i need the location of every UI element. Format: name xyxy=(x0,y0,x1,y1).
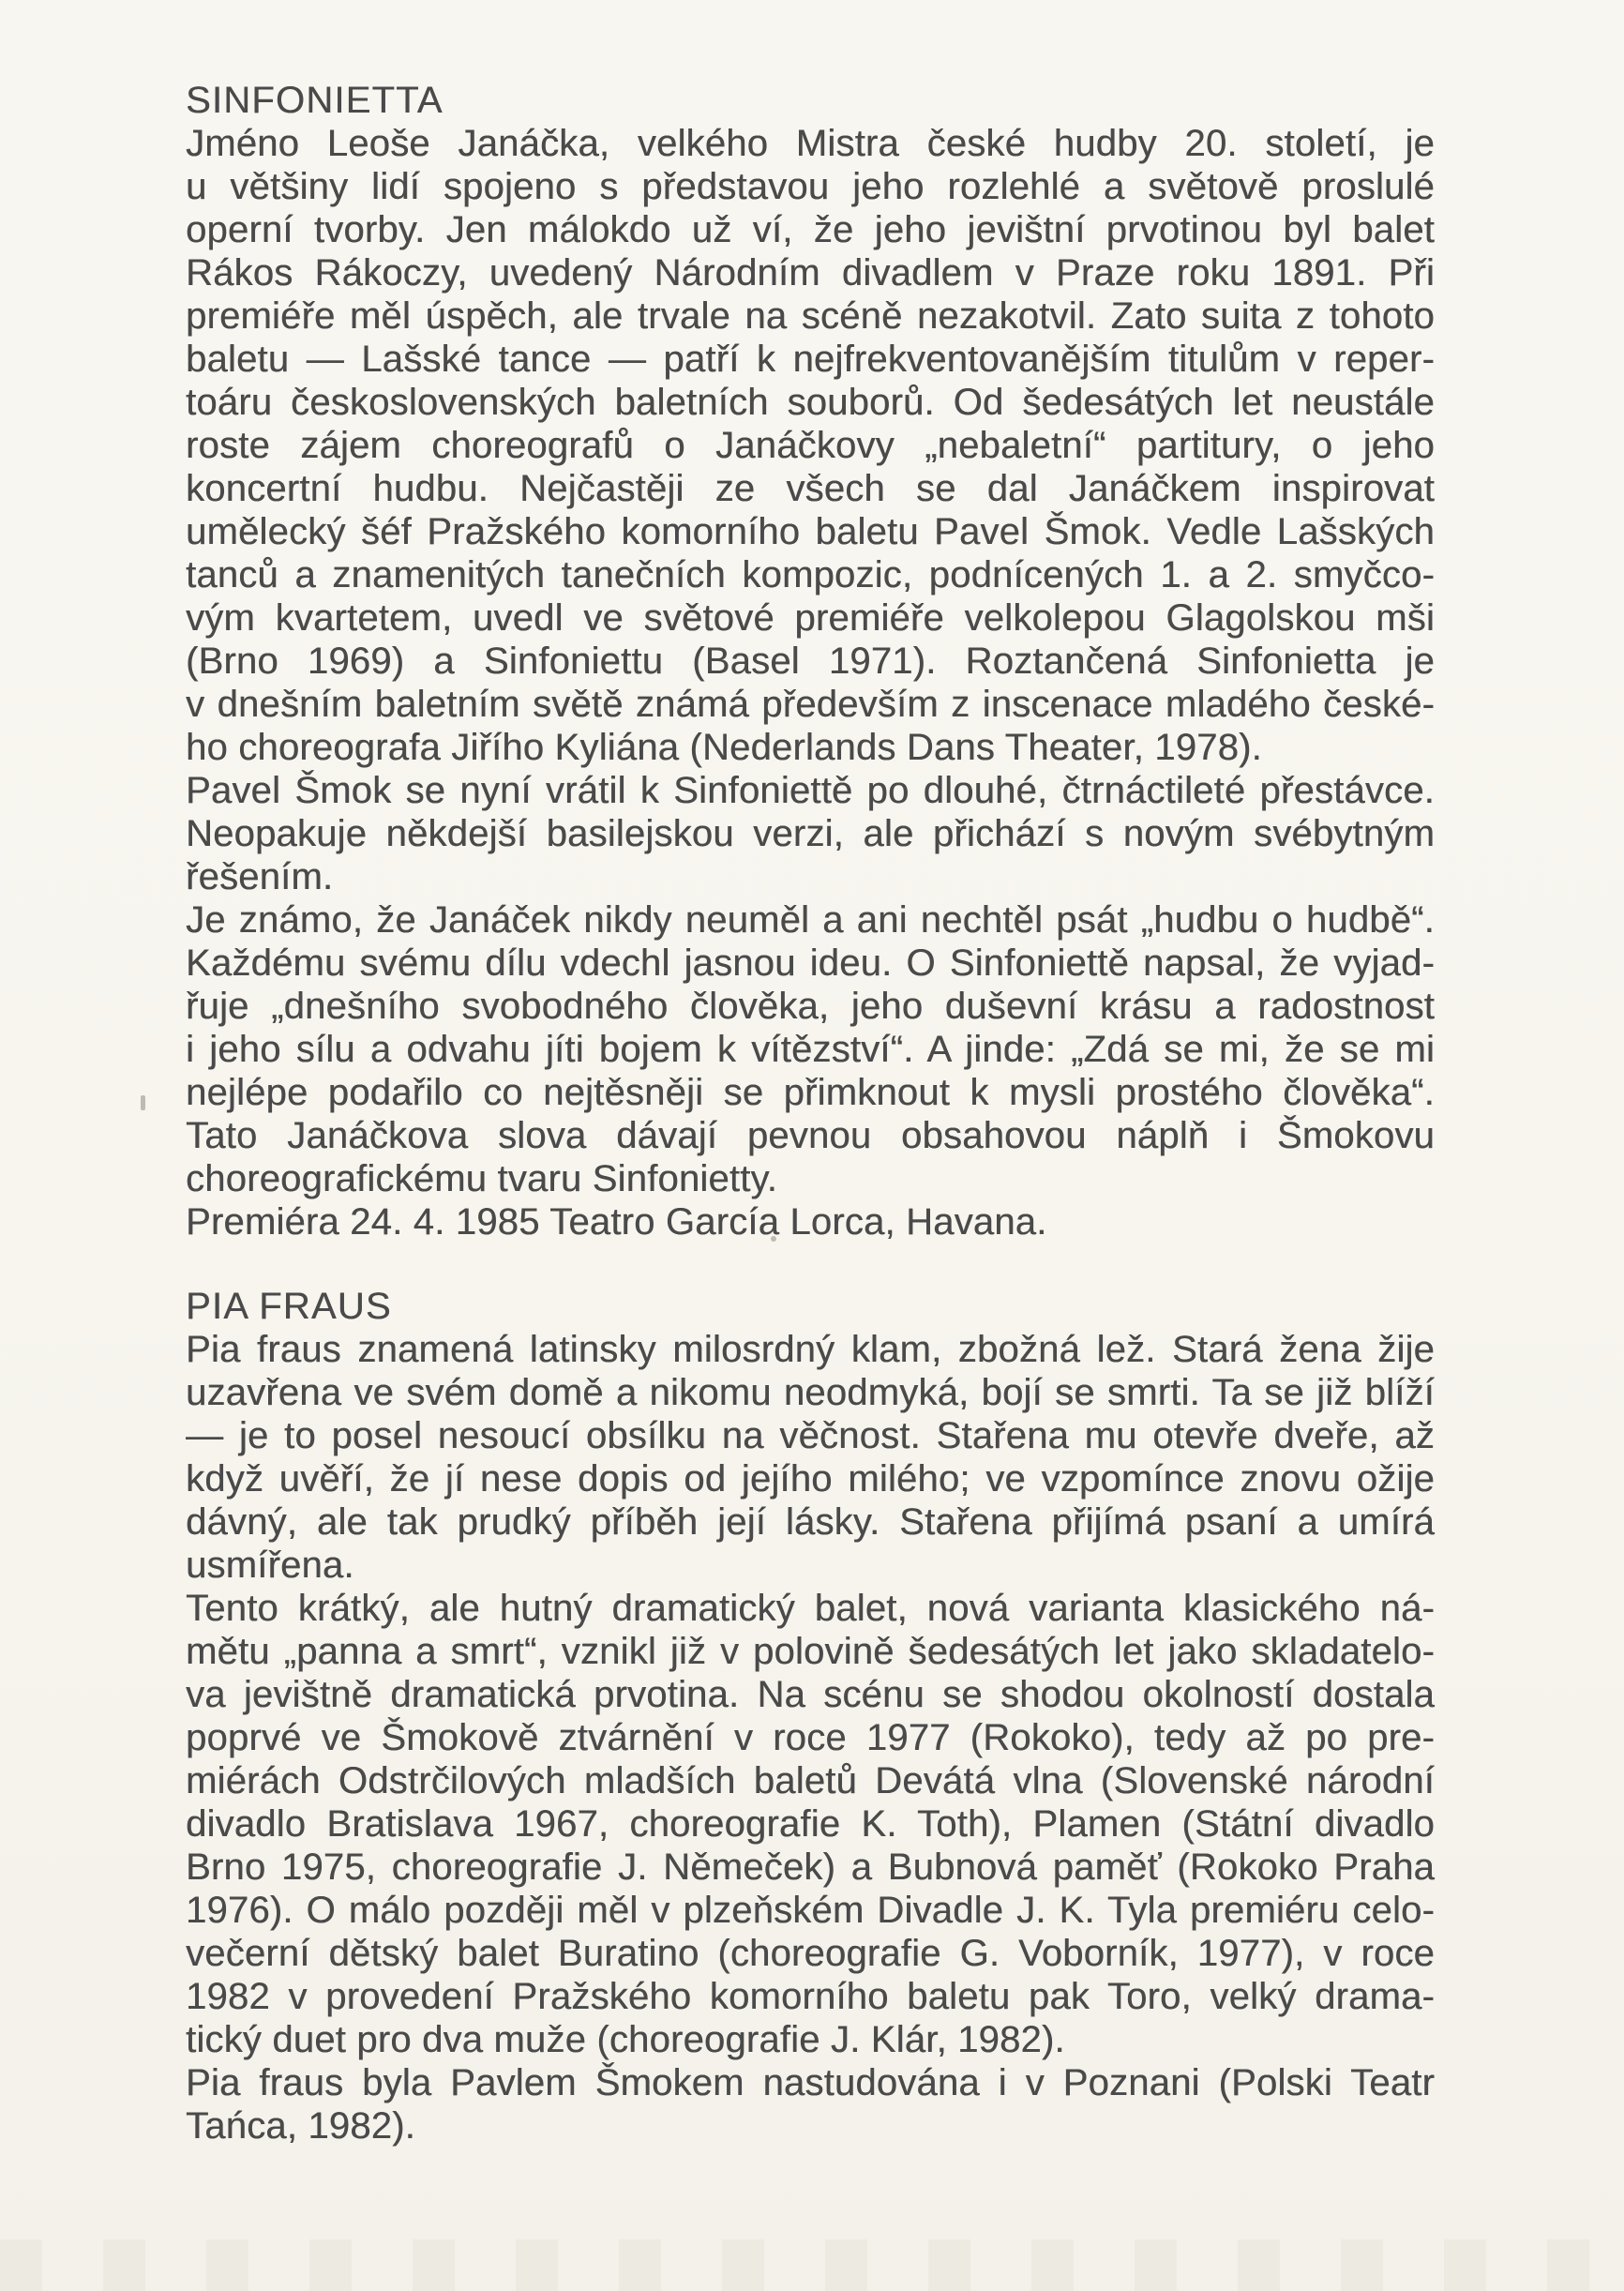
text-line: v dnešním baletním světě známá především z inscenace mladého české- xyxy=(186,684,1435,725)
text-line: řešením. xyxy=(186,856,334,897)
text-line: Jméno Leoše Janáčka, velkého Mistra české hudby 20. století, je xyxy=(186,123,1435,164)
text-line: toáru československých baletních souborů. Od šedesátých let neustále xyxy=(186,382,1435,423)
text-line: dávný, ale tak prudký příběh její lásky. Stařena přijímá psaní a umírá xyxy=(186,1501,1435,1543)
paragraph xyxy=(186,1200,1435,1243)
paragraph xyxy=(186,1328,1435,1587)
text-line: Neopakuje někdejší basilejskou verzi, ale přichází s novým svébytným xyxy=(186,813,1435,854)
text-line: premiéře měl úspěch, ale trvale na scéně nezakotvil. Zato suita z tohoto xyxy=(186,295,1435,337)
text-line: choreografickému tvaru Sinfonietty. xyxy=(186,1158,778,1199)
text-line: řuje „dnešního svobodného člověka, jeho duševní krásu a radostnost xyxy=(186,986,1435,1027)
text-line: mětu „panna a smrt“, vznikl již v polovině šedesátých let jako skladatelo- xyxy=(186,1631,1435,1672)
text-line: i jeho sílu a odvahu jíti bojem k vítězství“. A jinde: „Zdá se mi, že se mi xyxy=(186,1029,1435,1070)
text-line: — je to posel nesoucí obsílku na věčnost. Stařena mu otevře dveře, až xyxy=(186,1415,1435,1456)
text-line: baletu — Lašské tance — patří k nejfrekventovanějším titulům v reper- xyxy=(186,339,1435,380)
text-line: nejlépe podařilo co nejtěsněji se přimknout k mysli prostého člověka“. xyxy=(186,1072,1435,1113)
text-line: Tato Janáčkova slova dávají pevnou obsahovou náplň i Šmokovu xyxy=(186,1115,1435,1156)
text-line: večerní dětský balet Buratino (choreografie G. Voborník, 1977), v roce xyxy=(186,1933,1435,1974)
text-line: umělecký šéf Pražského komorního baletu Pavel Šmok. Vedle Lašských xyxy=(186,511,1435,552)
section-title-sinfonietta: SINFONIETTA xyxy=(186,80,444,121)
text-line: Tańca, 1982). xyxy=(186,2105,415,2147)
text-line: Rákos Rákoczy, uvedený Národním divadlem v Praze roku 1891. Při xyxy=(186,252,1435,294)
section-title-pia-fraus: PIA FRAUS xyxy=(186,1286,392,1327)
text-line: Pia fraus byla Pavlem Šmokem nastudována i v Poznani (Polski Teatr xyxy=(186,2062,1435,2103)
text-line: když uvěří, že jí nese dopis od jejího milého; ve vzpomínce znovu ožije xyxy=(186,1458,1435,1500)
text-line: 1976). O málo později měl v plzeňském Divadle J. K. Tyla premiéru celo- xyxy=(186,1890,1435,1931)
text-line: (Brno 1969) a Sinfoniettu (Basel 1971). Roztančená Sinfonietta je xyxy=(186,641,1435,682)
text-line: tický duet pro dva muže (choreografie J. Klár, 1982). xyxy=(186,2019,1065,2060)
text-line: divadlo Bratislava 1967, choreografie K. Toth), Plamen (Státní divadlo xyxy=(186,1803,1435,1845)
paragraph xyxy=(186,1587,1435,2061)
text-line: Pavel Šmok se nyní vrátil k Sinfoniettě po dlouhé, čtrnáctileté přestávce. xyxy=(186,770,1435,811)
text-line: va jevištně dramatická prvotina. Na scénu se shodou okolností dostala xyxy=(186,1674,1435,1715)
text-line: ho choreografa Jiřího Kyliána (Nederlands Dans Theater, 1978). xyxy=(186,727,1262,768)
text-line: Je známo, že Janáček nikdy neuměl a ani nechtěl psát „hudbu o hudbě“. xyxy=(186,899,1435,941)
text-line: tanců a znamenitých tanečních kompozic, podnícených 1. a 2. smyčco- xyxy=(186,554,1435,595)
paragraph xyxy=(186,769,1435,898)
text-block xyxy=(186,79,1435,2148)
scan-texture xyxy=(0,2239,1624,2291)
section-body-pia-fraus xyxy=(186,1328,1435,2148)
text-line: uzavřena ve svém domě a nikomu neodmyká, bojí se smrti. Ta se již blíží xyxy=(186,1372,1435,1413)
section-pia-fraus xyxy=(186,1285,1435,2148)
text-line: Každému svému dílu vdechl jasnou ideu. O Sinfoniettě napsal, že vyjad- xyxy=(186,942,1435,984)
paragraph xyxy=(186,2061,1435,2148)
scan-speck xyxy=(771,1236,776,1242)
text-line: koncertní hudbu. Nejčastěji ze všech se dal Janáčkem inspirovat xyxy=(186,468,1435,509)
text-line: Tento krátký, ale hutný dramatický balet, nová varianta klasického ná- xyxy=(186,1588,1435,1629)
text-line: poprvé ve Šmokově ztvárnění v roce 1977 (Rokoko), tedy až po pre- xyxy=(186,1717,1435,1758)
section-sinfonietta xyxy=(186,79,1435,1243)
text-line: Premiéra 24. 4. 1985 Teatro García Lorca, Havana. xyxy=(186,1201,1047,1243)
scan-speck xyxy=(141,1095,145,1110)
paragraph xyxy=(186,122,1435,769)
text-line: operní tvorby. Jen málokdo už ví, že jeho jevištní prvotinou byl balet xyxy=(186,209,1435,250)
text-line: vým kvartetem, uvedl ve světové premiéře velkolepou Glagolskou mši xyxy=(186,597,1435,639)
text-line: roste zájem choreografů o Janáčkovy „nebaletní“ partitury, o jeho xyxy=(186,425,1435,466)
text-line: miérách Odstrčilových mladších baletů Devátá vlna (Slovenské národní xyxy=(186,1760,1435,1801)
text-line: u většiny lidí spojeno s představou jeho rozlehlé a světově proslulé xyxy=(186,166,1435,207)
text-line: 1982 v provedení Pražského komorního baletu pak Toro, velký drama- xyxy=(186,1976,1435,2017)
paragraph xyxy=(186,898,1435,1200)
text-line: Pia fraus znamená latinsky milosrdný klam, zbožná lež. Stará žena žije xyxy=(186,1329,1435,1370)
text-line: Brno 1975, choreografie J. Němeček) a Bubnová paměť (Rokoko Praha xyxy=(186,1846,1435,1888)
text-line: usmířena. xyxy=(186,1545,354,1586)
section-body-sinfonietta xyxy=(186,122,1435,1243)
